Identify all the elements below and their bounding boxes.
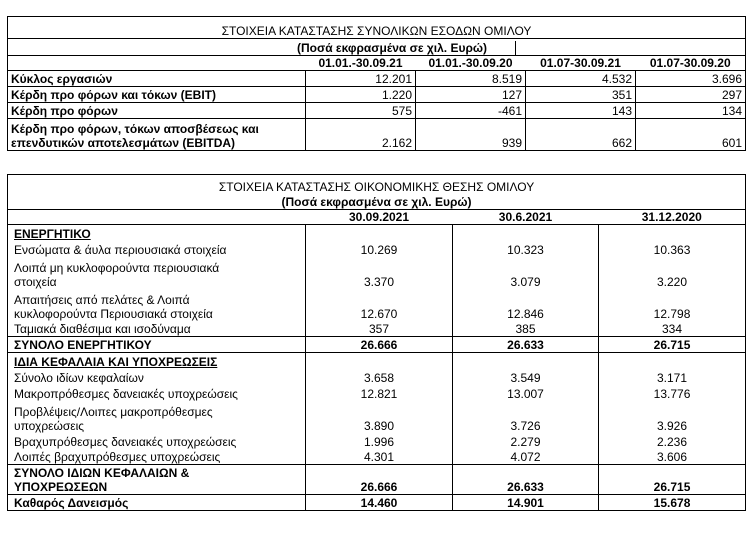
cell-value: 575 bbox=[306, 103, 416, 119]
cell-value: 2.162 bbox=[306, 119, 416, 151]
cell-value: 12.846 bbox=[453, 289, 599, 321]
cell-value: 3.890 bbox=[306, 401, 453, 433]
row-label: Μακροπρόθεσμες δανειακές υποχρεώσεις bbox=[8, 385, 306, 401]
row-label-line: Λοιπά μη κυκλοφορούντα περιουσιακά bbox=[14, 260, 220, 275]
total-equity-liabilities-label bbox=[8, 465, 306, 495]
cell-value: 3.370 bbox=[306, 257, 453, 289]
row-label: Κύκλος εργασιών bbox=[8, 71, 306, 87]
income-col-header: 01.01.-30.09.20 bbox=[416, 56, 526, 71]
cell-value: 662 bbox=[526, 119, 636, 151]
cell-value: 334 bbox=[599, 321, 746, 337]
cell-value: 26.715 bbox=[599, 465, 746, 495]
row-label-line: Κέρδη προ φόρων, τόκων αποσβέσεως και bbox=[11, 122, 259, 136]
cell-value: 14.460 bbox=[306, 495, 453, 511]
cell-value: 2.236 bbox=[599, 433, 746, 449]
table-row bbox=[8, 449, 746, 465]
cell-value: 26.666 bbox=[306, 465, 453, 495]
cell-value: 13.776 bbox=[599, 385, 746, 401]
section-header-assets: ΕΝΕΡΓΗΤΙΚΟ bbox=[8, 225, 306, 241]
cell-value: 12.798 bbox=[599, 289, 746, 321]
cell-value: 127 bbox=[416, 87, 526, 103]
table-row bbox=[8, 337, 746, 353]
row-label-line: Προβλέψεις/Λοιπες μακροπρόθεσμες bbox=[14, 404, 213, 419]
cell-value: 143 bbox=[526, 103, 636, 119]
balance-sheet-table bbox=[7, 174, 746, 511]
table-row bbox=[8, 119, 746, 151]
row-label: Κέρδη προ φόρων bbox=[8, 103, 306, 119]
income-col-header: 01.01.-30.09.21 bbox=[306, 56, 416, 71]
row-label: Κέρδη προ φόρων και τόκων (EBIT) bbox=[8, 87, 306, 103]
row-label-line: ΣΥΝΟΛΟ ΙΔΙΩΝ ΚΕΦΑΛΑΙΩΝ & bbox=[14, 466, 190, 480]
cell-value: 1.996 bbox=[306, 433, 453, 449]
cell-value: 3.658 bbox=[306, 369, 453, 385]
row-label bbox=[8, 119, 306, 151]
table-row bbox=[8, 87, 746, 103]
cell-value: 12.670 bbox=[306, 289, 453, 321]
row-label: Ενσώματα & άυλα περιουσιακά στοιχεία bbox=[8, 241, 306, 257]
row-label: Σύνολο ιδίων κεφαλαίων bbox=[8, 369, 306, 385]
table-row bbox=[8, 401, 746, 433]
table-row bbox=[8, 71, 746, 87]
cell-value: 15.678 bbox=[599, 495, 746, 511]
balance-subtitle: (Ποσά εκφρασμένα σε χιλ. Ευρώ) bbox=[8, 194, 746, 210]
income-statement-table bbox=[7, 16, 746, 151]
total-assets-label: ΣΥΝΟΛΟ ΕΝΕΡΓΗΤΙΚΟΥ bbox=[8, 337, 306, 353]
cell-value: 939 bbox=[416, 119, 526, 151]
row-label bbox=[8, 257, 306, 289]
balance-col-header: 31.12.2020 bbox=[599, 210, 746, 225]
income-col-header: 01.07-30.09.20 bbox=[636, 56, 746, 71]
row-label bbox=[8, 401, 306, 433]
cell-value: 10.269 bbox=[306, 241, 453, 257]
balance-col-header: 30.6.2021 bbox=[453, 210, 599, 225]
row-label-line: στοιχεία bbox=[14, 274, 57, 289]
cell-value: 8.519 bbox=[416, 71, 526, 87]
row-label-line: Απαιτήσεις από πελάτες & Λοιπά bbox=[14, 292, 190, 307]
table-row bbox=[8, 289, 746, 321]
row-label-line: κυκλοφορούντα Περιουσιακά στοιχεία bbox=[14, 306, 213, 321]
cell-value: 297 bbox=[636, 87, 746, 103]
table-row bbox=[8, 385, 746, 401]
cell-value: 2.279 bbox=[453, 433, 599, 449]
table-row bbox=[8, 103, 746, 119]
income-subtitle: (Ποσά εκφρασμένα σε χιλ. Ευρώ) bbox=[297, 41, 516, 55]
cell-value: 1.220 bbox=[306, 87, 416, 103]
balance-col-header: 30.09.2021 bbox=[306, 210, 453, 225]
cell-value: -461 bbox=[416, 103, 526, 119]
cell-value: 4.301 bbox=[306, 449, 453, 465]
table-row bbox=[8, 465, 746, 495]
section-header-liabilities: ΙΔΙΑ ΚΕΦΑΛΑΙΑ ΚΑΙ ΥΠΟΧΡΕΩΣΕΙΣ bbox=[8, 353, 306, 369]
cell-value: 26.715 bbox=[599, 337, 746, 353]
net-debt-label: Καθαρός Δανεισμός bbox=[8, 495, 306, 511]
income-col-header: 01.07-30.09.21 bbox=[526, 56, 636, 71]
table-row bbox=[8, 241, 746, 257]
table-row bbox=[8, 257, 746, 289]
income-title: ΣΤΟΙΧΕΙΑ ΚΑΤΑΣΤΑΣΗΣ ΣΥΝΟΛΙΚΩΝ ΕΣΟΔΩΝ ΟΜΙΛΟΥ bbox=[8, 17, 746, 39]
row-label: Λοιπές βραχυπρόθεσμες υποχρεώσεις bbox=[8, 449, 306, 465]
cell-value: 3.606 bbox=[599, 449, 746, 465]
row-label-line: υποχρεώσεις bbox=[14, 418, 85, 433]
row-label bbox=[8, 289, 306, 321]
cell-value: 26.633 bbox=[453, 337, 599, 353]
cell-value: 12.201 bbox=[306, 71, 416, 87]
cell-value: 14.901 bbox=[453, 495, 599, 511]
row-label-line: επενδυτικών αποτελεσμάτων (EBITDA) bbox=[11, 136, 236, 150]
cell-value: 3.696 bbox=[636, 71, 746, 87]
cell-value: 3.726 bbox=[453, 401, 599, 433]
cell-value: 12.821 bbox=[306, 385, 453, 401]
cell-value: 13.007 bbox=[453, 385, 599, 401]
row-label: Ταμιακά διαθέσιμα και ισοδύναμα bbox=[8, 321, 306, 337]
cell-value: 10.323 bbox=[453, 241, 599, 257]
table-row bbox=[8, 433, 746, 449]
cell-value: 4.532 bbox=[526, 71, 636, 87]
cell-value: 3.926 bbox=[599, 401, 746, 433]
cell-value: 385 bbox=[453, 321, 599, 337]
balance-title: ΣΤΟΙΧΕΙΑ ΚΑΤΑΣΤΑΣΗΣ ΟΙΚΟΝΟΜΙΚΗΣ ΘΕΣΗΣ ΟΜΙΛΟΥ bbox=[8, 175, 746, 194]
cell-value: 10.363 bbox=[599, 241, 746, 257]
row-label: Βραχυπρόθεσμες δανειακές υποχρεώσεις bbox=[8, 433, 306, 449]
cell-value: 4.072 bbox=[453, 449, 599, 465]
cell-value: 134 bbox=[636, 103, 746, 119]
cell-value: 3.171 bbox=[599, 369, 746, 385]
cell-value: 3.220 bbox=[599, 257, 746, 289]
cell-value: 357 bbox=[306, 321, 453, 337]
cell-value: 26.666 bbox=[306, 337, 453, 353]
cell-value: 26.633 bbox=[453, 465, 599, 495]
cell-value: 601 bbox=[636, 119, 746, 151]
table-row bbox=[8, 495, 746, 511]
cell-value: 351 bbox=[526, 87, 636, 103]
table-row bbox=[8, 321, 746, 337]
row-label-line: ΥΠΟΧΡΕΩΣΕΩΝ bbox=[14, 480, 108, 494]
cell-value: 3.549 bbox=[453, 369, 599, 385]
table-row bbox=[8, 369, 746, 385]
cell-value: 3.079 bbox=[453, 257, 599, 289]
